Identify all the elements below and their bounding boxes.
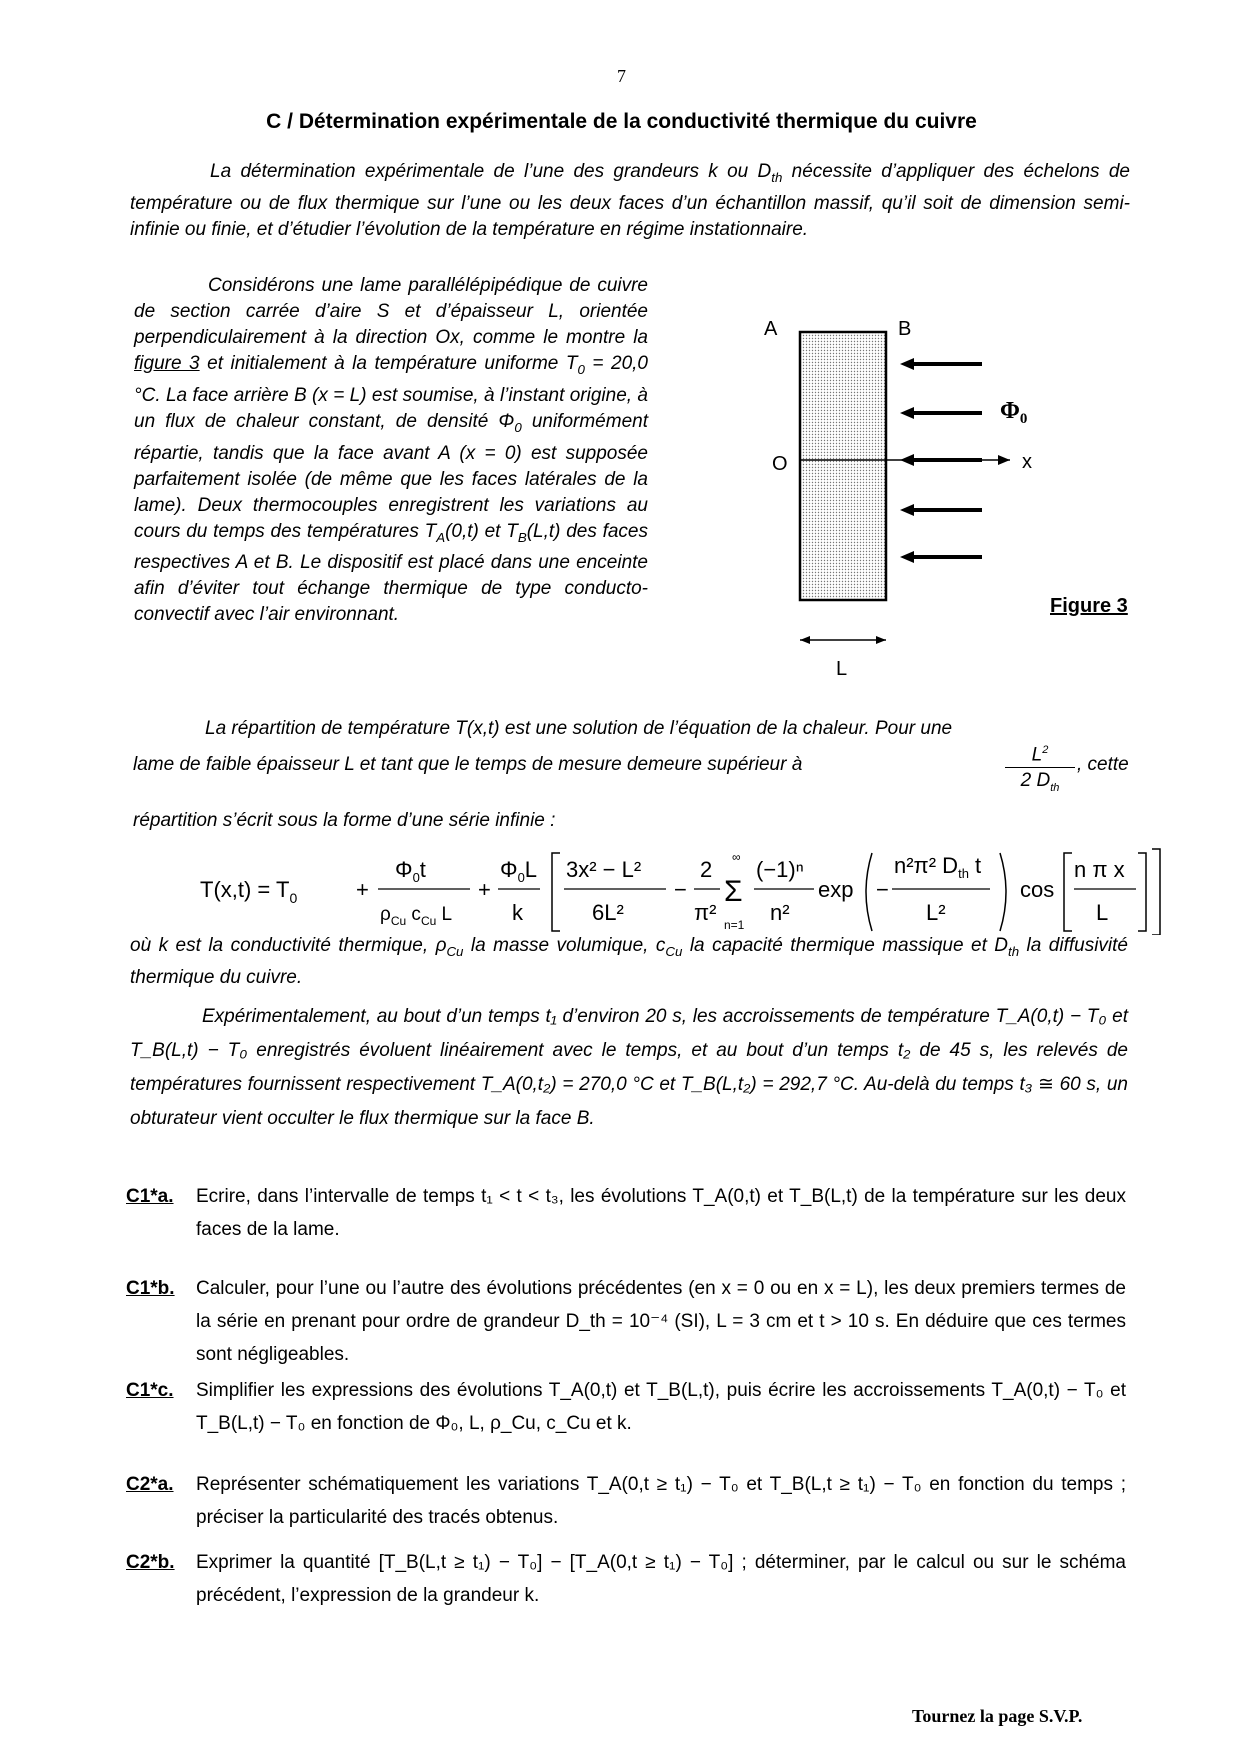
- ta-sub: A: [436, 529, 446, 545]
- lame-paragraph: [134, 273, 648, 628]
- cos-term: [1020, 845, 1190, 935]
- intro-rest: nécessite d’appliquer des échelons de température ou de flux thermique sur l’une ou les deux faces d’un échantillon massif, qu’il soit de dimension semi-infinie ou finie, et d’étudier l’évolution de la température en régime instationnaire.: [130, 161, 1130, 240]
- question-label: C1*c.: [126, 1380, 174, 1401]
- label-phi0: $\Phi_0$: [1000, 398, 1028, 427]
- label-l: L: [836, 658, 848, 680]
- label-a: A: [764, 318, 778, 340]
- svg-text:Φ0L: $\Phi_0L$: [500, 857, 538, 885]
- lame-text-2: et initialement à la température uniforme T: [199, 353, 578, 374]
- svg-text:∞: ∞: [732, 850, 741, 864]
- svg-text:6L²: 6L²: [592, 900, 624, 925]
- svg-text:ρCu cCu L: $\rho_{Cu}$ $c_{Cu}$ L: [380, 904, 453, 928]
- svg-text:2: 2: [700, 857, 713, 882]
- after-equation-paragraph: où k est la conductivité thermique, $\rho_{Cu}$ la masse volumique, $c_{Cu}$ la capacité thermique massique et $D_{th}$ la diffusivité thermique du cuivre.: [130, 935, 1128, 988]
- svg-text:exp: exp: [818, 877, 854, 902]
- svg-text:k: k: [512, 900, 523, 925]
- label-x: x: [1022, 451, 1032, 473]
- label-o: O: [772, 453, 788, 475]
- question-text: Ecrire, dans l’intervalle de temps t₁ < t < t₃, les évolutions T_A(0,t) et T_B(L,t) de la température sur les deux faces de la lame.: [196, 1186, 1126, 1240]
- question-label: C2*a.: [126, 1474, 174, 1495]
- repartition-line-1: La répartition de température T(x,t) est une solution de l’équation de la chaleur. Pour une: [205, 718, 953, 739]
- dim-arrow-left: [800, 636, 810, 644]
- page-number: 7: [617, 66, 626, 86]
- section-title: C / Détermination expérimentale de la conductivité thermique du cuivre: [266, 110, 977, 133]
- svg-text:L: L: [1096, 900, 1109, 925]
- question-text: Simplifier les expressions des évolutions T_A(0,t) et T_B(L,t), puis écrire les accroissements T_A(0,t) − T₀ et T_B(L,t) − T₀ en fonction de Φ₀, L, ρ_Cu, c_Cu et k.: [196, 1380, 1126, 1434]
- repartition-line-2-end: , cette: [1077, 754, 1129, 775]
- svg-text:cos: cos: [1020, 877, 1055, 902]
- lame-text-5: (0,t) et T: [445, 520, 518, 542]
- svg-text:n=1: n=1: [724, 918, 745, 932]
- phi0-sub: 0: [514, 419, 522, 435]
- tb-sub: B: [517, 529, 527, 545]
- figure-3-diagram: [760, 310, 1160, 680]
- question-c1c: [126, 1374, 1126, 1440]
- t0-sub: 0: [577, 361, 585, 377]
- svg-text:n π x: n π x: [1074, 857, 1125, 882]
- svg-text:−: −: [876, 877, 889, 902]
- intro-paragraph: [130, 159, 1130, 243]
- question-c1a: [126, 1180, 1126, 1246]
- figure-reference-link: figure 3: [134, 353, 200, 374]
- svg-text:π²: π²: [694, 900, 717, 925]
- svg-text:Φ0t: $\Phi_0t$: [395, 857, 426, 885]
- experimental-paragraph: Expérimentalement, au bout d’un temps t₁ d’environ 20 s, les accroissements de température T_A(0,t) − T₀ et T_B(L,t) − T₀ enregistrés évoluent linéairement avec le temps, et au bout d’un temps t₂ de 45 s, les relevés de températures fournissent respectivement T_A(0,t₂) = 270,0 °C et T_B(L,t₂) = 292,7 °C. Au-delà du temps t₃ ≅ 60 s, un obturateur vient occulter le flux thermique sur la face B.: [130, 1006, 1128, 1129]
- intro-sub: th: [771, 169, 783, 185]
- repartition-line-4: répartition s’écrit sous la forme d’une série infinie :: [133, 810, 556, 831]
- heat-equation: [200, 845, 1090, 935]
- question-label: C1*b.: [126, 1278, 175, 1299]
- flux-arrowhead: [900, 454, 914, 466]
- footer-turn-page: Tournez la page S.V.P.: [912, 1706, 1083, 1726]
- question-c1b: [126, 1272, 1126, 1371]
- svg-text:3x² − L²: 3x² − L²: [566, 857, 642, 882]
- svg-text:L²: L²: [926, 900, 946, 925]
- question-label: C1*a.: [126, 1186, 174, 1207]
- question-c2b: [126, 1546, 1126, 1612]
- intro-text: La détermination expérimentale de l’une des grandeurs k ou D: [210, 161, 772, 182]
- lame-text-4: uniformément répartie, tandis que la face avant A (x = 0) est supposée parfaitement isolée (de même que les faces latérales de la lame). Deux thermocouples enregistrent les variations au cours du temps des températures T: [134, 410, 648, 542]
- flux-arrowhead: [900, 551, 914, 563]
- question-text: Exprimer la quantité [T_B(L,t ≥ t₁) − T₀] − [T_A(0,t ≥ t₁) − T₀] ; déterminer, par le calcul ou sur le schéma précédent, l’expression de la grandeur k.: [196, 1552, 1126, 1606]
- flux-arrowhead: [900, 407, 914, 419]
- question-label: C2*b.: [126, 1552, 175, 1573]
- svg-text:n²: n²: [770, 900, 790, 925]
- dim-arrow-right: [876, 636, 886, 644]
- flux-arrowhead: [900, 358, 914, 370]
- lame-text-6: (L,t) des faces respectives A et B. Le dispositif est placé dans une enceinte afin d’éviter tout échange thermique de type conducto-convectif avec l’air environnant.: [134, 520, 648, 626]
- svg-text:(−1)ⁿ: (−1)ⁿ: [756, 857, 804, 882]
- figure-caption: Figure 3: [1050, 595, 1128, 617]
- question-c2a: [126, 1468, 1126, 1534]
- svg-text:n²π² Dth t: n²π² $D_{th}$ t: [894, 853, 982, 881]
- l2-over-2dth-fraction: $L^2$ 2 $D_{th}$: [1005, 738, 1075, 801]
- flux-arrows: [910, 364, 982, 557]
- svg-text:Σ: Σ: [724, 875, 743, 908]
- question-text: Représenter schématiquement les variations T_A(0,t ≥ t₁) − T₀ et T_B(L,t ≥ t₁) − T₀ en fonction du temps ; préciser la particularité des tracés obtenus.: [196, 1474, 1126, 1528]
- question-text: Calculer, pour l’une ou l’autre des évolutions précédentes (en x = 0 ou en x = L), les deux premiers termes de la série en prenant pour ordre de grandeur D_th = 10⁻⁴ (SI), L = 3 cm et t > 10 s. En déduire que ces termes sont négligeables.: [196, 1278, 1126, 1365]
- label-b: B: [898, 318, 912, 340]
- svg-text:+: +: [356, 877, 369, 902]
- lame-text-3: = 20,0 °C. La face arrière B (x = L) est soumise, à l’instant origine, à un flux de chaleur constant, de densité Φ: [134, 353, 648, 432]
- svg-text:−: −: [674, 877, 687, 902]
- svg-text:+: +: [478, 877, 491, 902]
- x-axis-arrowhead: [998, 455, 1010, 465]
- repartition-line-2-wrap: [133, 738, 1129, 798]
- copper-plate: [800, 332, 886, 600]
- flux-arrowhead: [900, 504, 914, 516]
- svg-text:T(x,t) = T0: $T(x,t) = T_0$: [200, 877, 298, 906]
- lame-text-1: Considérons une lame parallélépipédique de cuivre de section carrée d’aire S et d’épaisseur L, orientée perpendiculairement à la direction Ox, comme le montre la: [134, 275, 648, 348]
- repartition-line-2: lame de faible épaisseur L et tant que le temps de mesure demeure supérieur à: [133, 754, 803, 775]
